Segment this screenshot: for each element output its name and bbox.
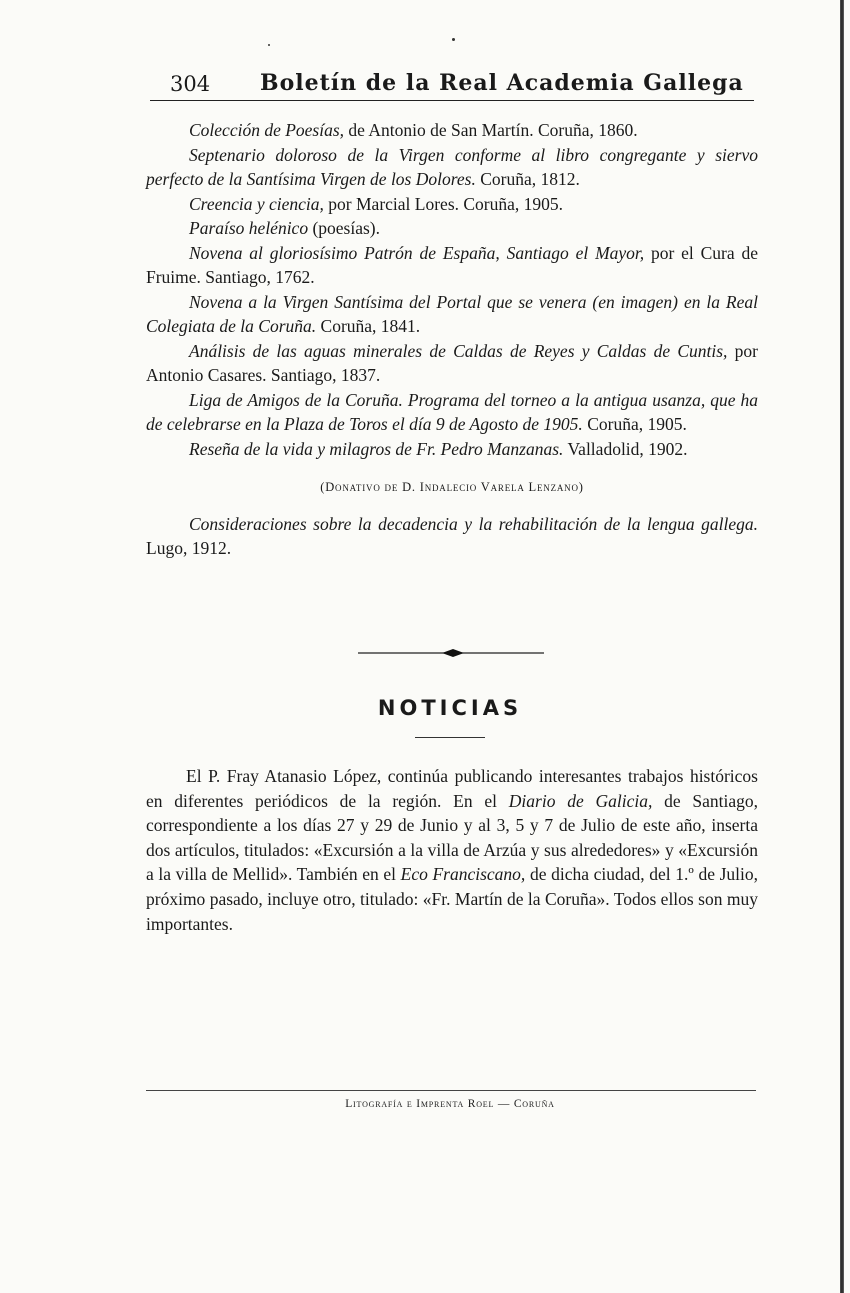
list-item <box>146 192 758 217</box>
list-item <box>146 339 758 388</box>
news-text: de dicha ciudad, del 1.º de Julio, próximo pasado, incluye otro, titulado: «Fr. Martín de la Coruña». Todos ellos son muy importantes. <box>146 864 758 934</box>
entry-details: por Marcial Lores. Coruña, 1905. <box>323 193 564 214</box>
list-item <box>146 290 758 339</box>
donation-list <box>146 118 758 561</box>
printer-imprint: Litografía e Imprenta Roel — Coruña <box>345 1098 555 1110</box>
entry-title: Paraíso helénico <box>189 218 309 238</box>
entry-details: (poesías). <box>308 218 381 238</box>
entry-details: por Antonio Casares. Santiago, 1837. <box>146 340 759 385</box>
page-header <box>150 68 754 101</box>
newspaper-name: Eco Franciscano, <box>400 864 526 885</box>
entry-title: Reseña de la vida y milagros de Fr. Pedro Manzanas. <box>189 438 564 459</box>
entry-title: Análisis de las aguas minerales de Caldas de Reyes y Caldas de Cuntis, <box>189 340 728 361</box>
page-number: 304 <box>170 72 211 96</box>
newspaper-name: Diario de Galicia, <box>508 790 653 811</box>
list-item <box>146 118 758 143</box>
entry-details: por el Cura de Fruime. Santiago, 1762. <box>146 242 758 287</box>
ink-speck <box>452 38 455 41</box>
entry-title: Colección de Poesías, <box>189 120 345 140</box>
entry-details: Coruña, 1841. <box>316 316 421 336</box>
entry-details: Lugo, 1912. <box>146 538 232 558</box>
news-paragraph <box>146 764 758 936</box>
entry-details: Coruña, 1812. <box>475 169 580 189</box>
entry-title: Creencia y ciencia, <box>189 193 324 214</box>
footer-rule <box>146 1090 756 1091</box>
list-item <box>146 512 758 561</box>
entry-title: Novena al gloriosísimo Patrón de España, Santiago el Mayor, <box>189 242 645 263</box>
list-item <box>146 241 758 290</box>
list-item <box>146 388 758 437</box>
entry-details: Valladolid, 1902. <box>563 438 688 459</box>
list-item <box>146 216 758 241</box>
news-text: El P. Fray Atanasio López, continúa publicando interesantes trabajos históricos en diferentes periódicos de la región. En el <box>146 766 758 811</box>
entry-title: Septenario doloroso de la Virgen conforme al libro congregante y siervo perfecto de la Santísima Virgen de los Dolores. <box>146 144 758 189</box>
section-title: NOTICIAS <box>377 696 523 720</box>
list-item <box>146 143 758 192</box>
donation-credit: (Donativo de D. Indalecio Varela Lenzano) <box>320 480 584 494</box>
list-item <box>146 437 758 462</box>
entry-title: Consideraciones sobre la decadencia y la rehabilitación de la lengua gallega. <box>189 513 758 534</box>
page-edge-line <box>840 0 844 1293</box>
title-underline <box>415 737 485 738</box>
news-text: de Santiago, correspondiente a los días 27 y 29 de Junio y al 3, 5 y 7 de Julio de este año, inserta dos artículos, titulados: «Excursión a la villa de Arzúa y sus alrededores» y «Excursión a la villa de Mellid». También en el <box>146 790 758 885</box>
ink-speck <box>268 44 270 46</box>
entry-title: Liga de Amigos de la Coruña. Programa del torneo a la antigua usanza, que ha de celebrarse en la Plaza de Toros el día 9 de Agosto de 1905. <box>146 389 758 434</box>
entry-title: Novena a la Virgen Santísima del Portal que se venera (en imagen) en la Real Colegiata de la Coruña. <box>146 291 758 336</box>
entry-details: Coruña, 1905. <box>582 414 687 434</box>
running-title: Boletín de la Real Academia Gallega <box>260 70 744 96</box>
section-divider-ornament <box>358 646 544 660</box>
entry-details: de Antonio de San Martín. Coruña, 1860. <box>344 120 638 140</box>
